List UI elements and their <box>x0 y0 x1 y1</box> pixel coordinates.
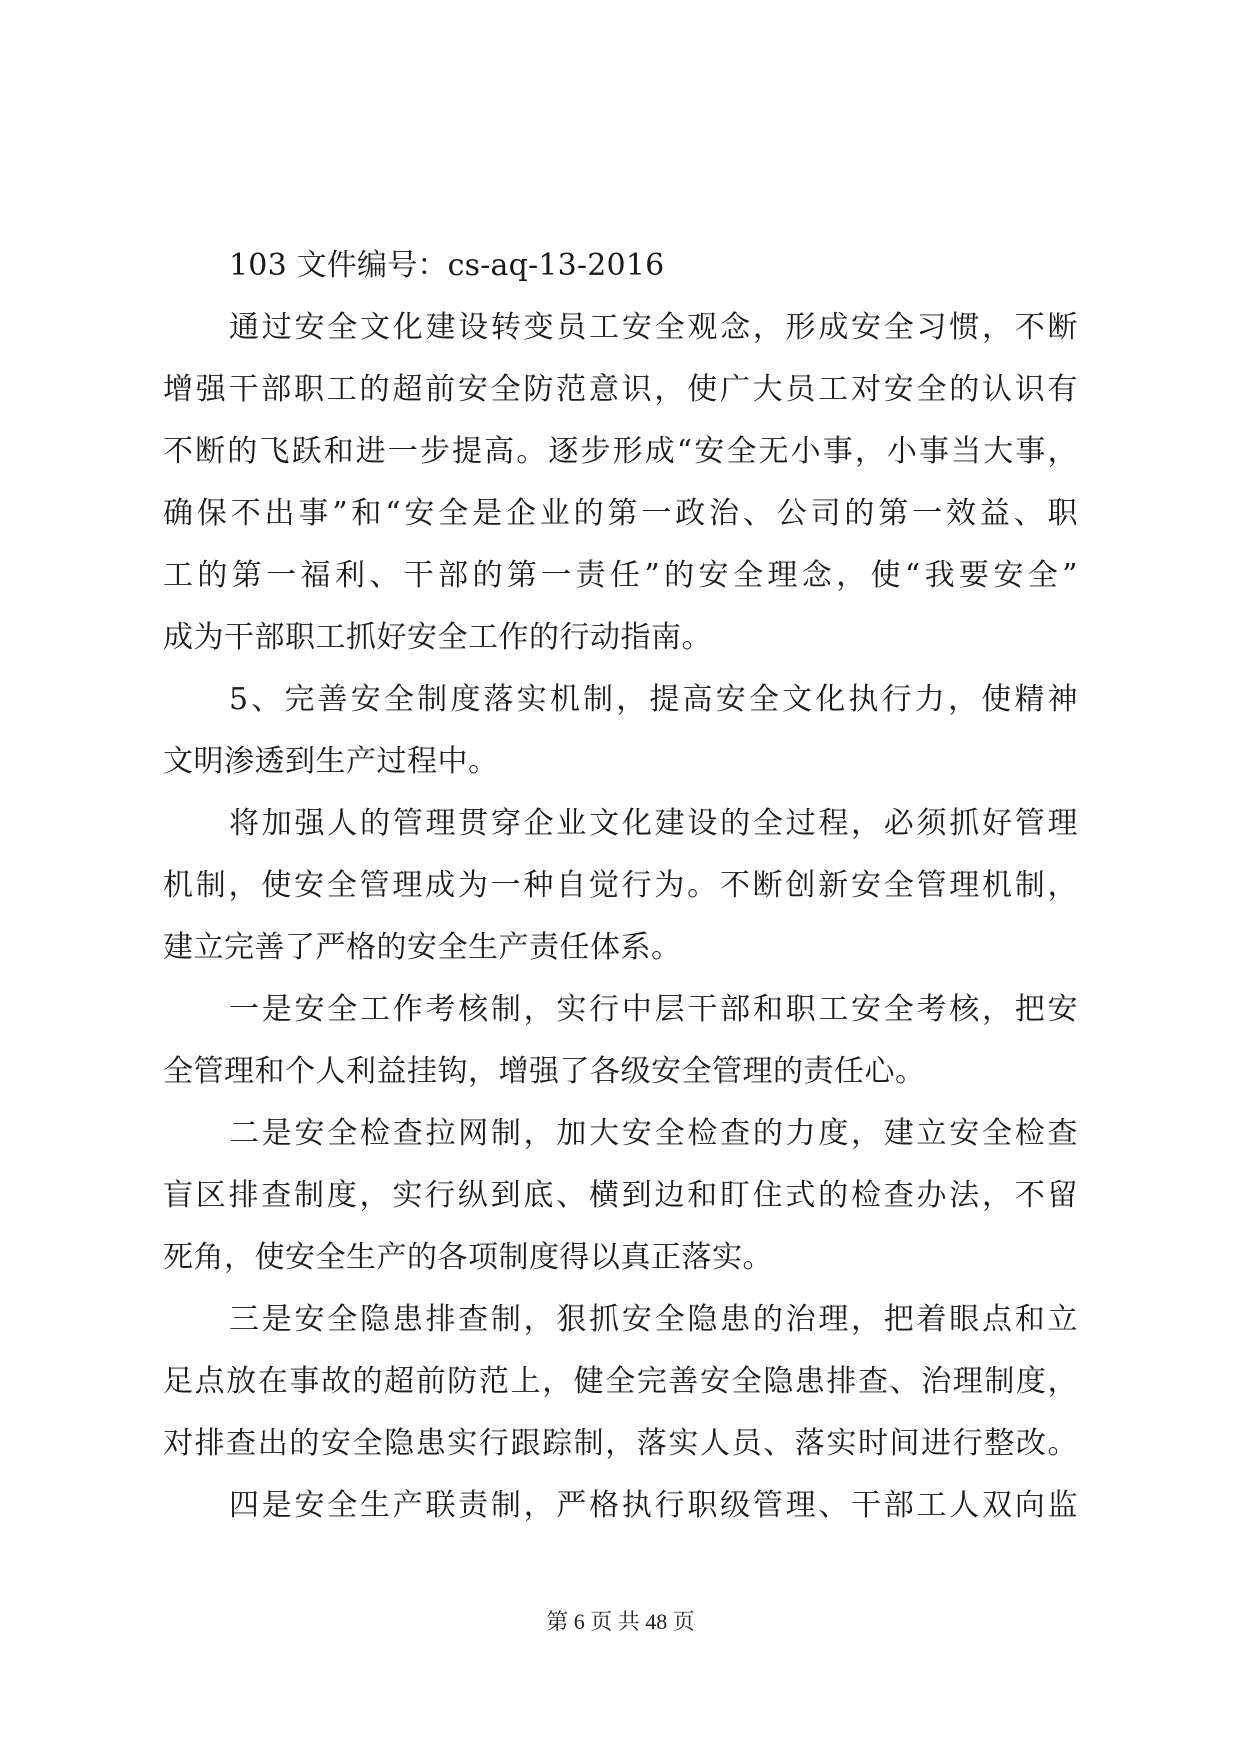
paragraph-1-line-2: 增强干部职工的超前安全防范意识，使广大员工对安全的认识有 <box>163 372 1078 407</box>
paragraph-3-line-1: 将加强人的管理贯穿企业文化建设的全过程，必须抓好管理 <box>229 806 1078 841</box>
paragraph-2-line-1: 5、完善安全制度落实机制，提高安全文化执行力，使精神 <box>229 682 1078 717</box>
paragraph-6-line-3: 对排查出的安全隐患实行跟踪制，落实人员、落实时间进行整改。 <box>163 1426 1078 1461</box>
paragraph-6-line-1: 三是安全隐患排查制，狠抓安全隐患的治理，把着眼点和立 <box>229 1302 1078 1337</box>
paragraph-1-line-6: 成为干部职工抓好安全工作的行动指南。 <box>163 620 712 655</box>
paragraph-1-line-5: 工的第一福利、干部的第一责任”的安全理念，使“我要安全” <box>163 558 1078 593</box>
paragraph-1-line-4: 确保不出事”和“安全是企业的第一政治、公司的第一效益、职 <box>163 496 1078 531</box>
paragraph-1-line-1: 通过安全文化建设转变员工安全观念，形成安全习惯，不断 <box>229 310 1078 345</box>
paragraph-6-line-2: 足点放在事故的超前防范上，健全完善安全隐患排查、治理制度， <box>163 1364 1078 1399</box>
paragraph-4-line-1: 一是安全工作考核制，实行中层干部和职工安全考核，把安 <box>229 992 1078 1027</box>
paragraph-3-line-2: 机制，使安全管理成为一种自觉行为。不断创新安全管理机制， <box>163 868 1078 903</box>
paragraph-7-line-1: 四是安全生产联责制，严格执行职级管理、干部工人双向监 <box>229 1488 1078 1523</box>
page-number-label: 第 6 页 共 48 页 <box>546 1609 695 1634</box>
paragraph-1-line-3: 不断的飞跃和进一步提高。逐步形成“安全无小事，小事当大事， <box>163 434 1078 469</box>
document-body <box>163 235 1078 1537</box>
paragraph-5-line-3: 死角，使安全生产的各项制度得以真正落实。 <box>163 1240 773 1275</box>
page-footer <box>0 1605 1241 1636</box>
file-number-line: 103 文件编号：cs-aq-13-2016 <box>229 248 665 283</box>
paragraph-2-line-2: 文明渗透到生产过程中。 <box>163 744 499 779</box>
paragraph-5-line-1: 二是安全检查拉网制，加大安全检查的力度，建立安全检查 <box>229 1116 1078 1151</box>
paragraph-5-line-2: 盲区排查制度，实行纵到底、横到边和盯住式的检查办法，不留 <box>163 1178 1078 1213</box>
paragraph-3-line-3: 建立完善了严格的安全生产责任体系。 <box>163 930 682 965</box>
paragraph-4-line-2: 全管理和个人利益挂钩，增强了各级安全管理的责任心。 <box>163 1054 926 1089</box>
